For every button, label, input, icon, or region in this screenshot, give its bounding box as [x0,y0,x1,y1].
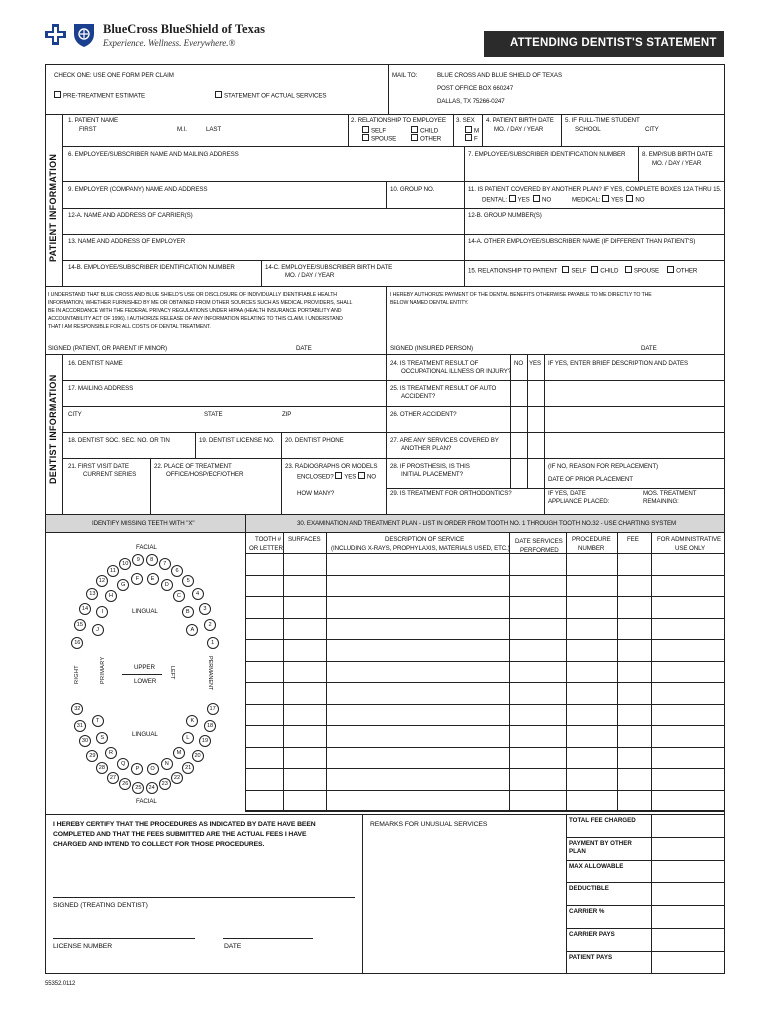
ortho-date-label: IF YES, DATE [548,490,586,497]
other-accident-label: 26. OTHER ACCIDENT? [390,411,457,418]
totals-row-line [566,905,725,906]
facial-bottom-label: FACIAL [136,798,157,805]
tooth-15[interactable]: 15 [74,619,86,631]
tooth-19[interactable]: 19 [199,735,211,747]
divider [245,514,246,810]
tooth-21[interactable]: 21 [182,762,194,774]
logo [44,22,100,48]
col-admin-header: FOR ADMINISTRATIVE [657,536,722,543]
sex-label: 3. SEX [456,117,475,124]
divider [45,532,725,533]
prosthesis-label: 28. IF PROSTHESIS, IS THIS [390,463,470,470]
tooth-K[interactable]: K [186,715,198,727]
divider [45,114,725,115]
actual-services-option[interactable] [215,91,326,101]
relationship-to-patient: 15. RELATIONSHIP TO PATIENT SELF CHILD SPOUSE OTHER [468,267,698,275]
divider [62,354,63,514]
auth-text-1: I UNDERSTAND THAT BLUE CROSS AND BLUE SHIELD'S USE OR DISCLOSURE OF INDIVIDUALLY IDENTIFIABLE HEALTH [48,292,337,298]
bluecross-blueshield-logo-icon [44,22,100,48]
totals-label-0: TOTAL FEE CHARGED [569,817,636,824]
actual-services-checkbox[interactable] [215,91,222,98]
divider [62,208,725,209]
table-row-line [245,704,725,705]
date-line [223,938,313,939]
tooth-9[interactable]: 9 [132,554,144,566]
tooth-6[interactable]: 6 [171,565,183,577]
mailing-address-label: 17. MAILING ADDRESS [68,385,134,392]
divider [150,458,151,514]
tooth-F[interactable]: F [131,573,143,585]
totals-label-4: CARRIER % [569,908,605,916]
col-tooth-header: TOOTH # [255,536,282,543]
last-name-label: LAST [206,126,222,133]
student-label: 5. IF FULL-TIME STUDENT [565,117,640,124]
ortho-remaining-label: REMAINING: [643,498,679,505]
tooth-23[interactable]: 23 [159,778,171,790]
pretreatment-option[interactable] [54,91,145,101]
left-label: LEFT [169,666,175,680]
tooth-S[interactable]: S [96,732,108,744]
signed-patient-label: SIGNED (PATIENT, OR PARENT IF MINOR) [48,345,168,352]
totals-row-line [566,860,725,861]
pretreatment-checkbox[interactable] [54,91,61,98]
auth-text-4: ACCOUNTABILITY ACT OF 1996). I AUTHORIZE RELEASE OF ANY INFORMATION RELATING TO THIS CLAIM. I UNDERSTAND [48,316,343,322]
divider [386,181,387,208]
tooth-5[interactable]: 5 [182,575,194,587]
tooth-N[interactable]: N [161,758,173,770]
table-row-line [245,768,725,769]
tooth-26[interactable]: 26 [119,778,131,790]
divider [195,432,196,458]
remarks-label: REMARKS FOR UNUSUAL SERVICES [370,821,488,828]
divider [638,146,639,181]
middle-initial-label: M.I. [177,126,187,133]
birth-date-format: MO. / DAY / YEAR [494,126,544,133]
tooth-10[interactable]: 10 [119,558,131,570]
divider [464,146,465,278]
tooth-A[interactable]: A [186,624,198,636]
lingual-lower-label: LINGUAL [132,731,158,738]
city-label: CITY [645,126,659,133]
other-plan-services-label: 27. ARE ANY SERVICES COVERED BY [390,437,499,444]
auth-text-3: BE IN ACCORDANCE WITH THE FEDERAL PRIVACY REGULATIONS UNDER HIPAA (HEALTH INSURANCE PORTABILITY AND [48,308,342,314]
other-plan-dental: DENTAL: YES NO [482,196,552,204]
col-admin-header-2: USE ONLY [675,545,706,552]
tooth-G[interactable]: G [117,579,129,591]
tooth-16[interactable]: 16 [71,637,83,649]
employer-address-label: 13. NAME AND ADDRESS OF EMPLOYER [68,238,186,245]
subscriber-name-label: 6. EMPLOYEE/SUBSCRIBER NAME AND MAILING ADDRESS [68,151,239,158]
facial-top-label: FACIAL [136,544,157,551]
patient-section-label: PATIENT INFORMATION [48,153,58,262]
other-plan-medical: MEDICAL: YES NO [572,196,645,204]
tooth-C[interactable]: C [173,590,185,602]
upper-label: UPPER [134,664,155,671]
auth-text-5: THAT I AM RESPONSIBLE FOR ALL COSTS OF DENTAL TREATMENT. [48,324,211,330]
patient-name-label: 1. PATIENT NAME [68,117,119,124]
divider [544,354,545,514]
rel-child-option[interactable]: CHILD [411,126,438,136]
totals-label-2: MAX ALLOWABLE [569,862,624,870]
lower-label: LOWER [134,678,157,685]
divider [386,458,725,459]
totals-row-line [566,882,725,883]
divider [45,814,725,815]
license-line [53,938,195,939]
place-options-label: OFFICE/HOSP/ECF/OTHER [166,471,244,478]
tooth-20[interactable]: 20 [192,750,204,762]
replacement-reason-label: (IF NO, REASON FOR REPLACEMENT) [548,463,659,470]
table-row-line [245,575,725,576]
divider [62,458,386,459]
auto-accident-label: 25. IS TREATMENT RESULT OF AUTO [390,385,497,392]
birth-date-label: 4. PATIENT BIRTH DATE [486,117,554,124]
mail-address-2: POST OFFICE BOX 660247 [437,85,514,92]
first-visit-label: 21. FIRST VISIT DATE [68,463,129,470]
first-name-label: FIRST [79,126,97,133]
dentist-section-label: DENTIST INFORMATION [48,374,58,484]
dentist-name-label: 16. DENTIST NAME [68,360,123,367]
license-number-label: LICENSE NUMBER [53,943,113,950]
other-plan-services-label-2: ANOTHER PLAN? [401,445,452,452]
tooth-O[interactable]: O [147,763,159,775]
tooth-32[interactable]: 32 [71,703,83,715]
table-row-line [245,596,725,597]
divider [527,354,528,488]
orthodontics-label: 29. IS TREATMENT FOR ORTHODONTICS? [390,490,512,497]
divider [62,146,725,147]
primary-label: PRIMARY [100,656,106,684]
divider [62,260,725,261]
table-row-line [245,661,725,662]
divider [362,814,363,974]
divider [62,380,386,381]
sex-m-option[interactable]: M [465,126,479,136]
prior-placement-label: DATE OF PRIOR PLACEMENT [548,476,633,483]
tooth-18[interactable]: 18 [204,720,216,732]
tooth-27[interactable]: 27 [107,772,119,784]
auto-accident-label-2: ACCIDENT? [401,393,436,400]
signed-insured-label: SIGNED (INSURED PERSON) [390,345,473,352]
totals-label-3: DEDUCTIBLE [569,885,609,893]
no-column-header: NO [514,360,524,367]
tooth-11[interactable]: 11 [107,565,119,577]
col-date-header-2: PERFORMED [520,547,559,554]
city-label: CITY [68,411,82,418]
divider [62,432,386,433]
tin-label: 18. DENTIST SOC. SEC. NO. OR TIN [68,437,170,444]
divider [281,432,282,514]
tooth-13[interactable]: 13 [86,588,98,600]
divider [482,114,483,146]
tooth-8[interactable]: 8 [146,554,158,566]
state-label: STATE [204,411,223,418]
school-label: SCHOOL [575,126,601,133]
explain-header: IF YES, ENTER BRIEF DESCRIPTION AND DATES [548,360,689,367]
totals-row-line [566,951,725,952]
totals-label-1: PAYMENT BY OTHER PLAN [569,839,632,855]
tooth-31[interactable]: 31 [74,720,86,732]
zip-label: ZIP [282,411,292,418]
totals-label-6: PATIENT PAYS [569,953,613,961]
rel-self-option[interactable]: SELF [362,126,386,136]
group-no-label: 10. GROUP NO. [390,186,435,193]
signed-patient-date-label: DATE [296,345,312,352]
mail-address-3: DALLAS, TX 75266-0247 [437,98,505,105]
signature-line [53,897,355,898]
table-row-line [245,790,725,791]
signed-insured-date-label: DATE [641,345,657,352]
place-of-treatment-label: 22. PLACE OF TREATMENT [154,463,232,470]
divider [348,114,349,146]
form-title: ATTENDING DENTIST'S STATEMENT [510,37,717,49]
col-fee-header: FEE [627,536,639,543]
other-subscriber-label: 14-A. OTHER EMPLOYEE/SUBSCRIBER NAME (IF DIFFERENT THAN PATIENT'S) [468,238,696,245]
tooth-P[interactable]: P [131,763,143,775]
carrier-label: 12-A. NAME AND ADDRESS OF CARRIER(S) [68,212,193,219]
table-row-line [245,811,725,812]
lingual-upper-label: LINGUAL [132,608,158,615]
mail-to-label: MAIL TO: [392,72,418,79]
table-row-line [245,639,725,640]
divider [62,181,725,182]
sub-birth-date-label: 8. EMP/SUB BIRTH DATE [642,151,713,158]
right-label: RIGHT [74,665,80,684]
ortho-appliance-label: APPLIANCE PLACED: [548,498,610,505]
tooth-1[interactable]: 1 [207,637,219,649]
totals-label-5: CARRIER PAYS [569,931,615,938]
divider [386,406,725,407]
totals-row-line [566,837,725,838]
current-series-label: CURRENT SERIES [83,471,137,478]
rel-spouse-option[interactable]: SPOUSE [362,134,396,144]
divider [245,810,725,811]
license-label: 19. DENTIST LICENSE NO. [199,437,275,444]
check-one-label: CHECK ONE: USE ONE FORM PER CLAIM [54,72,174,79]
tooth-R[interactable]: R [105,747,117,759]
tooth-30[interactable]: 30 [79,735,91,747]
arch-divider [122,674,162,675]
divider [261,260,262,286]
yes-column-header: YES [529,360,542,367]
auth-text-2: INFORMATION, WHETHER FURNISHED BY ME OR OBTAINED FROM OTHER SOURCES SUCH AS MEDICAL PROVIDERS, SHALL [48,300,353,306]
certify-text-1: I HEREBY CERTIFY THAT THE PROCEDURES AS INDICATED BY DATE HAVE BEEN [53,821,316,828]
certify-text-3: CHARGED AND INTEND TO COLLECT FOR THOSE PROCEDURES. [53,841,265,848]
tooth-D[interactable]: D [161,579,173,591]
divider [62,406,386,407]
col-tooth-header-2: OR LETTER [249,545,283,552]
tooth-B[interactable]: B [182,606,194,618]
tooth-L[interactable]: L [182,732,194,744]
prosthesis-label-2: INITIAL PLACEMENT? [401,471,463,478]
tooth-4[interactable]: 4 [192,588,204,600]
subscriber-id-label: 7. EMPLOYEE/SUBSCRIBER IDENTIFICATION NUMBER [468,151,626,158]
relationship-label: 2. RELATIONSHIP TO EMPLOYEE [351,117,446,124]
phone-label: 20. DENTIST PHONE [285,437,344,444]
occupational-label-2: OCCUPATIONAL ILLNESS OR INJURY? [401,368,512,375]
treatment-plan-label: 30. EXAMINATION AND TREATMENT PLAN - LIST IN ORDER FROM TOOTH NO. 1 THROUGH TOOTH NO.32 - USE CHARTING SYSTEM [297,520,677,527]
permanent-label: PERMANENT [207,656,213,691]
col-date-header: DATE SERVICES [515,538,563,545]
table-row-line [245,553,725,554]
other-sub-birth-label: 14-C. EMPLOYEE/SUBSCRIBER BIRTH DATE [265,264,393,271]
identify-missing-label: IDENTIFY MISSING TEETH WITH "X" [92,520,195,527]
occupational-label: 24. IS TREATMENT RESULT OF [390,360,479,367]
pretreatment-label: PRE-TREATMENT ESTIMATE [63,92,146,100]
divider [386,354,387,514]
payment-auth-text-2: BELOW NAMED DENTAL ENTITY. [390,300,469,306]
actual-services-label: STATEMENT OF ACTUAL SERVICES [224,92,327,100]
tooth-17[interactable]: 17 [207,703,219,715]
col-surfaces-header: SURFACES [288,536,321,543]
tooth-24[interactable]: 24 [146,782,158,794]
radiographs-label: 23. RADIOGRAPHS OR MODELS [285,463,378,470]
sub-birth-date-format: MO. / DAY / YEAR [652,160,702,167]
brand-name: BlueCross BlueShield of Texas [103,22,265,36]
table-row-line [245,618,725,619]
divider [386,488,725,489]
tooth-12[interactable]: 12 [96,575,108,587]
col-description-header-2: (INCLUDING X-RAYS, PROPHYLAXIS, MATERIALS USED, ETC.) [331,545,510,552]
table-row-line [245,725,725,726]
tooth-25[interactable]: 25 [132,782,144,794]
divider [561,114,562,146]
other-plan-label: 11. IS PATIENT COVERED BY ANOTHER PLAN? IF YES, COMPLETE BOXES 12A THRU 15. [468,186,722,193]
divider [388,64,389,114]
tooth-J[interactable]: J [92,624,104,636]
sex-f-option[interactable]: F [465,134,478,144]
other-sub-id-label: 14-B. EMPLOYEE/SUBSCRIBER IDENTIFICATION NUMBER [68,264,235,271]
divider [464,260,465,286]
totals-row-line [566,928,725,929]
group-numbers-label: 12-B. GROUP NUMBER(S) [468,212,542,219]
brand-tagline: Experience. Wellness. Everywhere.® [103,38,236,48]
certify-text-2: COMPLETED AND THAT THE FEES SUBMITTED ARE THE ACTUAL FEES I HAVE [53,831,307,838]
tooth-I[interactable]: I [96,606,108,618]
payment-auth-text-1: I HEREBY AUTHORIZE PAYMENT OF THE DENTAL BENEFITS OTHERWISE PAYABLE TO ME DIRECTLY TO THE [390,292,652,298]
table-row-line [245,682,725,683]
tooth-Q[interactable]: Q [117,758,129,770]
signed-dentist-label: SIGNED (TREATING DENTIST) [53,902,148,909]
col-procedure-header: PROCEDURE [572,536,611,543]
date-label: DATE [224,943,242,950]
other-sub-birth-format: MO. / DAY / YEAR [285,272,335,279]
tooth-M[interactable]: M [173,747,185,759]
tooth-14[interactable]: 14 [79,603,91,615]
divider [386,432,725,433]
divider [62,234,725,235]
radiographs-enclosed: ENCLOSED? YES NO [297,473,377,481]
table-row-line [245,747,725,748]
divider [386,380,725,381]
ortho-months-label: MOS. TREATMENT [643,490,697,497]
employer-label: 9. EMPLOYER (COMPANY) NAME AND ADDRESS [68,186,208,193]
rel-other-option[interactable]: OTHER [411,134,441,144]
tooth-7[interactable]: 7 [159,558,171,570]
how-many-label: HOW MANY? [297,490,335,497]
tooth-3[interactable]: 3 [199,603,211,615]
tooth-22[interactable]: 22 [171,772,183,784]
divider [45,354,725,355]
tooth-E[interactable]: E [147,573,159,585]
col-description-header: DESCRIPTION OF SERVICE [385,536,465,543]
tooth-28[interactable]: 28 [96,762,108,774]
col-procedure-header-2: NUMBER [578,545,605,552]
tooth-29[interactable]: 29 [86,750,98,762]
divider [45,286,725,287]
tooth-H[interactable]: H [105,590,117,602]
tooth-T[interactable]: T [92,715,104,727]
mail-address-1: BLUE CROSS AND BLUE SHIELD OF TEXAS [437,72,562,79]
divider [386,286,387,354]
form-number: 55352.0112 [45,981,76,987]
divider [453,114,454,146]
tooth-2[interactable]: 2 [204,619,216,631]
